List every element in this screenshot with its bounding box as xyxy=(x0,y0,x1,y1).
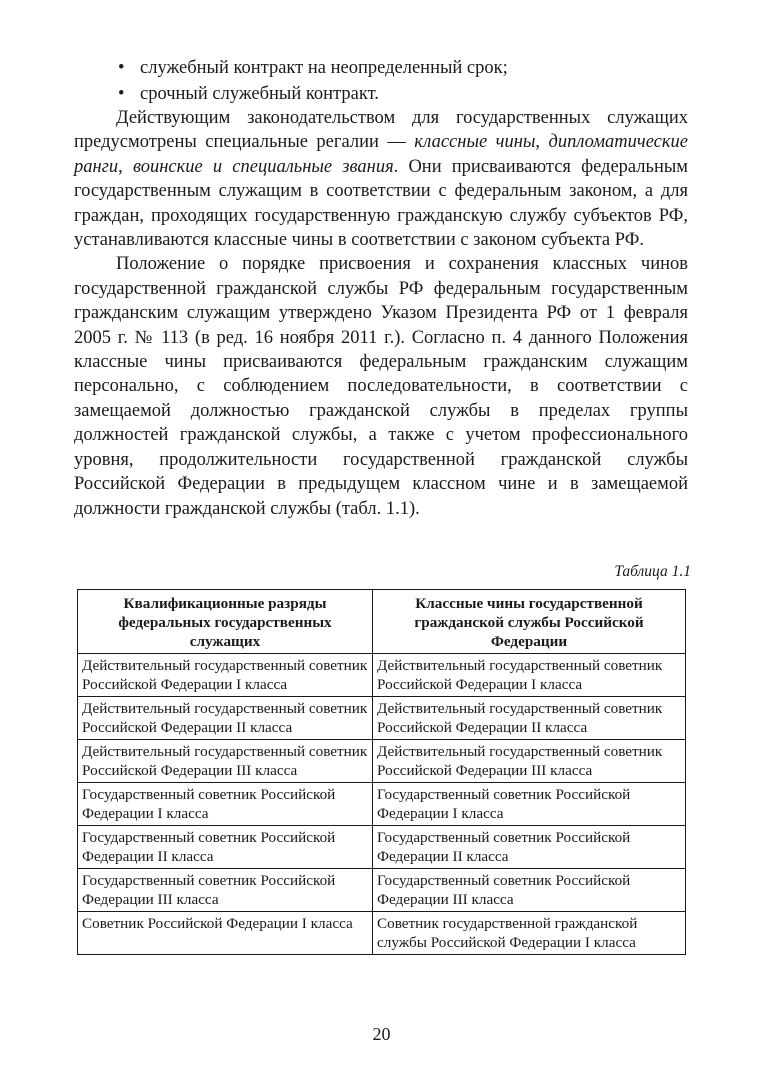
table-row xyxy=(78,783,686,826)
table-cell: Государственный советник Российской Федерации II класса xyxy=(78,826,373,869)
table-cell: Действительный государственный советник Российской Федерации III класса xyxy=(373,740,686,783)
table-caption: Таблица 1.1 xyxy=(614,563,691,580)
table-cell: Государственный советник Российской Федерации I класса xyxy=(373,783,686,826)
table-row xyxy=(78,740,686,783)
bullet-item: • срочный служебный контракт. xyxy=(118,81,379,107)
ranks-table xyxy=(77,589,686,955)
table-cell: Действительный государственный советник Российской Федерации III класса xyxy=(78,740,373,783)
table-cell: Государственный советник Российской Федерации I класса xyxy=(78,783,373,826)
body-text xyxy=(74,106,688,521)
table-cell: Государственный советник Российской Федерации III класса xyxy=(373,869,686,912)
bullet-icon: • xyxy=(118,58,125,78)
page-number: 20 xyxy=(372,1024,391,1044)
table-cell: Действительный государственный советник Российской Федерации II класса xyxy=(373,697,686,740)
table-cell: Государственный советник Российской Федерации III класса xyxy=(78,869,373,912)
table-row xyxy=(78,869,686,912)
paragraph-regalia: Действующим законодательством для государственных служащих предусмотрены специальные регалии — классные чины, дипломатические ранги, воинские и специальные звания. Они присваиваются федеральным государственным служащим в соответствии с федеральным законом, а для граждан, проходящих государственную гражданскую службу субъектов РФ, устанавливаются классные чины в соответствии с законом субъекта РФ. xyxy=(74,108,689,251)
table-row xyxy=(78,697,686,740)
table-row xyxy=(78,912,686,955)
table-row xyxy=(78,826,686,869)
column-header: Квалификационные разряды федеральных государственных служащих xyxy=(78,590,373,654)
table-row xyxy=(78,654,686,697)
table-cell: Советник государственной гражданской службы Российской Федерации I класса xyxy=(373,912,686,955)
table-header-row xyxy=(78,590,686,654)
bullet-icon: • xyxy=(118,84,125,104)
table-cell: Действительный государственный советник Российской Федерации I класса xyxy=(373,654,686,697)
table-cell: Государственный советник Российской Федерации II класса xyxy=(373,826,686,869)
paragraph-regulation: Положение о порядке присвоения и сохранения классных чинов государственной гражданской службы РФ федеральным государственным гражданским служащим утверждено Указом Президента РФ от 1 февраля 2005 г. № 113 (в ред. 16 ноября 2011 г.). Согласно п. 4 данного Положения классные чины присваиваются федеральным гражданским служащим персонально, с соблюдением последовательности, в соответствии с замещаемой должностью гражданской службы в пределах группы должностей гражданской службы, а также с учетом профессионального уровня, продолжительности государственной гражданской службы Российской Федерации в предыдущем классном чине и в замещаемой должности гражданской службы (табл. 1.1). xyxy=(74,254,688,519)
table-cell: Действительный государственный советник Российской Федерации I класса xyxy=(78,654,373,697)
bullet-item: • служебный контракт на неопределенный срок; xyxy=(118,55,508,81)
table-cell: Советник Российской Федерации I класса xyxy=(78,912,373,955)
column-header: Классные чины государственной гражданской службы Российской Федерации xyxy=(373,590,686,654)
table-cell: Действительный государственный советник Российской Федерации II класса xyxy=(78,697,373,740)
